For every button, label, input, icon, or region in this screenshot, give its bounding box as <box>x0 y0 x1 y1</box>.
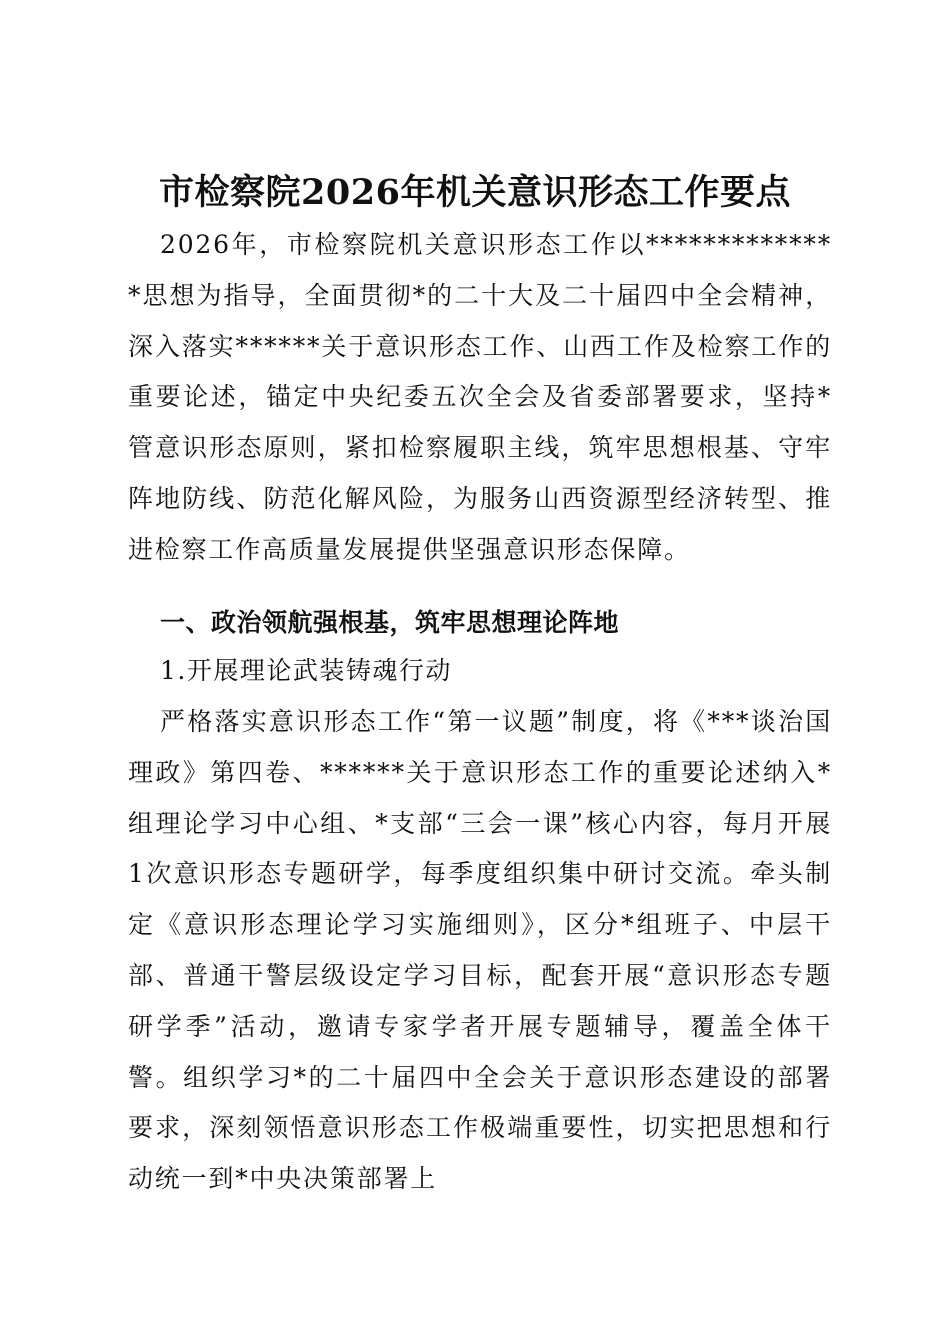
subsection-heading-1: 1.开展理论武装铸魂行动 <box>160 656 452 685</box>
intro-paragraph: 2026年，市检察院机关意识形态工作以**************思想为指导，全面贯彻*的二十大及二十届四中全会精神，深入落实******关于意识形态工作、山西工作及检察工作的重要论述，锚定中央纪委五次全会及省委部署要求，坚持*管意识形态原则，紧扣检察履职主线，筑牢思想根基、守牢阵地防线、防范化解风险，为服务山西资源型经济转型、推进检察工作高质量发展提供坚强意识形态保障。 <box>128 230 832 564</box>
document-title: 市检察院2026年机关意识形态工作要点 <box>159 172 791 213</box>
subsection-1-paragraph: 严格落实意识形态工作“第一议题”制度，将《***谈治国理政》第四卷、******关于意识形态工作的重要论述纳入*组理论学习中心组、*支部“三会一课”核心内容，每月开展1次意识形态专题研学，每季度组织集中研讨交流。牵头制定《意识形态理论学习实施细则》，区分*组班子、中层干部、普通干警层级设定学习目标，配套开展“意识形态专题研学季”活动，邀请专家学者开展专题辅导，覆盖全体干警。组织学习*的二十届四中全会关于意识形态建设的部署要求，深刻领悟意识形态工作极端重要性，切实把思想和行动统一到*中央决策部署上 <box>128 707 832 1194</box>
section-heading-1: 一、政治领航强根基，筑牢思想理论阵地 <box>160 608 620 637</box>
